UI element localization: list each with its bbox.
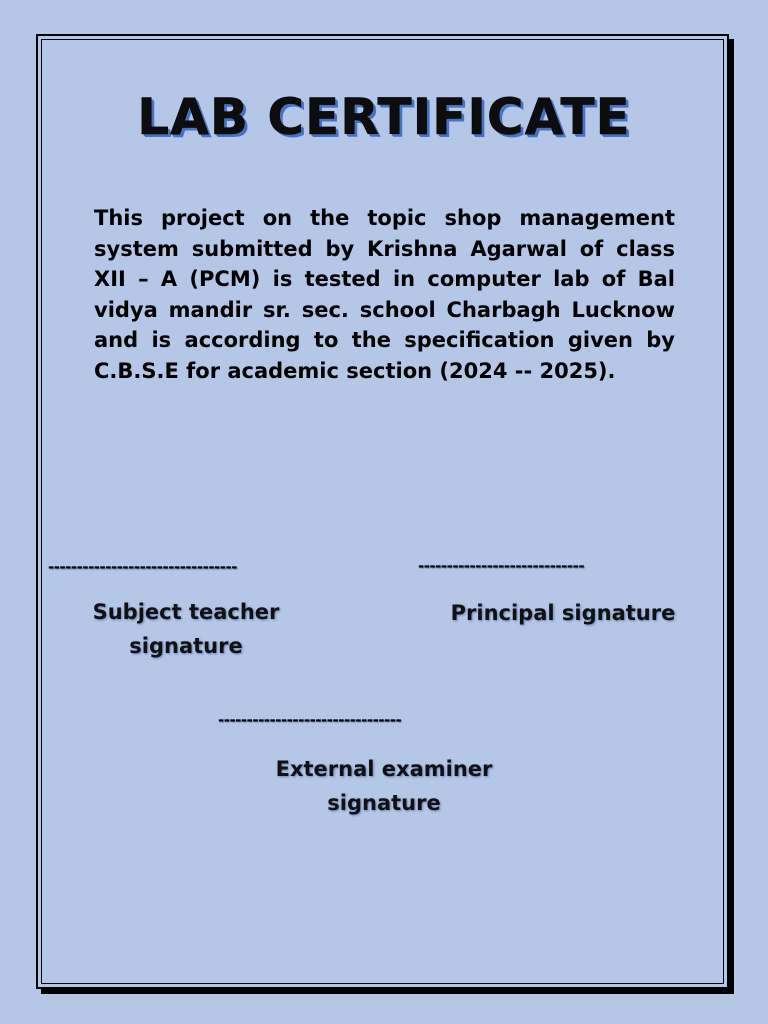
certificate-body-text: This project on the topic shop management system submitted by Krishna Agarwal of class XII – A (PCM) is tested in computer lab of Bal vidya mandir sr. sec. school Charbagh Lucknow and is according to the specification given by C.B.S.E for academic section (2024 -- 2025). bbox=[94, 206, 675, 383]
principal-signature-label: Principal signature bbox=[450, 601, 676, 625]
certificate-title: LAB CERTIFICATE bbox=[137, 88, 631, 146]
page-border-inner bbox=[41, 39, 724, 984]
examiner-signature-label: External examiner signature bbox=[275, 757, 493, 815]
examiner-signature-line: -------------------------------- bbox=[218, 711, 402, 729]
teacher-signature-line: --------------------------------- bbox=[48, 558, 237, 576]
teacher-signature-label: Subject teacher signature bbox=[92, 600, 280, 658]
page-border bbox=[36, 34, 729, 989]
principal-signature-line: ----------------------------- bbox=[418, 557, 585, 575]
